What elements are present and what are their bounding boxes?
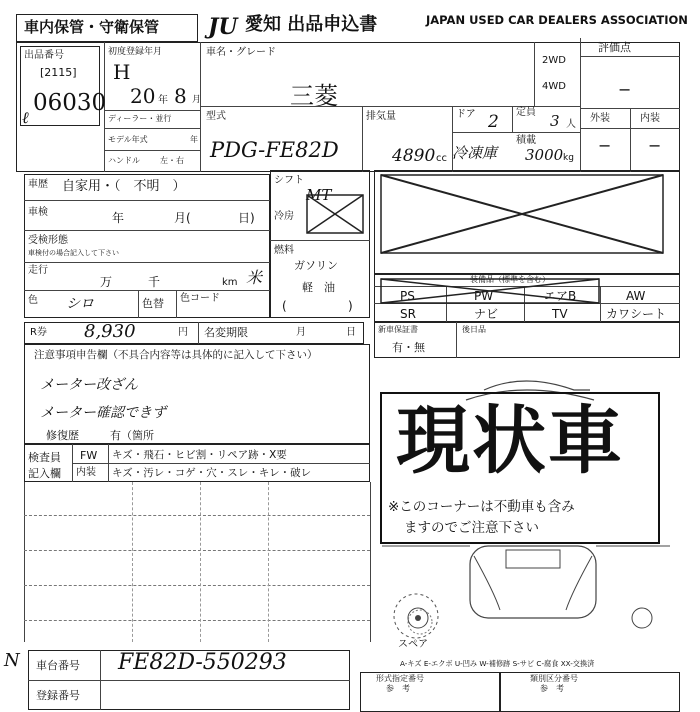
lot-mark: ℓ [22, 108, 29, 127]
footer-ref-1: 参 考 [386, 684, 410, 693]
chassis-mark: N [4, 650, 20, 671]
inspector-label2: 記入欄 [28, 467, 61, 480]
displacement-label: 排気量 [366, 111, 396, 122]
status-note2: ますのでご注意下さい [404, 520, 539, 536]
equipment-strike [380, 275, 600, 304]
ju-logo: JU [208, 14, 238, 40]
status-stamp: 現状車 [396, 398, 624, 484]
fuel-gas: ガソリン [294, 259, 338, 272]
displacement-value: 4890 [392, 146, 436, 166]
color-code-label: 色コード [180, 293, 220, 304]
eval-label: 評価点 [598, 41, 631, 54]
load-unit: kg [563, 153, 574, 163]
equip-airbag: エアB [544, 289, 577, 303]
inspector-label1: 検査員 [28, 451, 61, 464]
color-tone: 色替 [142, 297, 164, 310]
exterior-label: 外装 [590, 113, 610, 124]
shift-value: MT [306, 186, 332, 204]
car-name-value: 三菱 [290, 82, 338, 110]
load-value: 3000 [525, 146, 564, 164]
first-reg-era: H [113, 60, 131, 84]
tax-block [24, 322, 364, 344]
capacity-value: 3 [550, 112, 560, 130]
status-note1: ※このコーナーは不動車も含み [388, 499, 575, 515]
model-year-unit: 年 [190, 135, 198, 144]
equip-ps: PS [400, 289, 415, 303]
association-name: JAPAN USED CAR DEALERS ASSOCIATION [426, 13, 688, 27]
later-label: 後日品 [462, 325, 486, 334]
form-title: 愛知 出品申込書 [245, 14, 378, 35]
usage-value: 自家用・（ 不明 ） [62, 179, 186, 194]
name-change-label: 名変期限 [204, 326, 248, 339]
usage-label: 車歴 [28, 179, 48, 190]
equipment-header: 装備品（標準を含む） [470, 275, 550, 284]
drive-2wd: 2WD [542, 55, 566, 66]
chassis-label: 車台番号 [36, 659, 80, 672]
first-reg-label: 初度登録年月 [108, 47, 163, 57]
inspector-inner: 内装 [76, 467, 96, 478]
recycle-note: 車検付の場合記入して下さい [28, 249, 119, 257]
fuel-paren-close: ) [348, 299, 353, 313]
ac-crossed-box [306, 194, 364, 234]
fuel-paren-open: ( [282, 299, 287, 313]
inspector-inner-items: キズ・汚レ・コゲ・穴・スレ・キレ・破レ [112, 467, 312, 479]
load-scribble: 冷凍庫 [452, 144, 498, 162]
shift-label: シフト [274, 175, 304, 186]
lot-number: 06030 [33, 90, 107, 116]
model-value: PDG-FE82D [210, 138, 339, 162]
mileage-man: 万 [100, 275, 113, 289]
handle-label: ハンドル [108, 156, 140, 165]
name-change-month: 月 [296, 327, 306, 338]
damage-legend: A-キズ E-エクボ U-凹み W-補修跡 S-サビ C-腐食 XX-交換済 [400, 659, 595, 668]
spare-label: スペア [398, 639, 428, 650]
inspection-month: 月( [174, 211, 191, 225]
car-name-label: 車名・グレード [206, 47, 276, 58]
mileage-label: 走行 [28, 265, 48, 276]
mileage-mark: 米 [246, 268, 263, 287]
handle-options: 左・右 [160, 156, 184, 165]
drive-4wd: 4WD [542, 81, 566, 92]
dealer-label: ディーラー・並行 [108, 114, 172, 123]
tax-label: R券 [30, 327, 47, 338]
model-year-label: モデル年式 [108, 135, 148, 144]
footer-ref-2: 参 考 [540, 684, 564, 693]
lot-code: [2115] [40, 66, 77, 79]
load-label: 積載 [516, 135, 536, 146]
tax-value: 8,930 [84, 321, 136, 342]
recycle-crossed-area [380, 174, 664, 254]
interior-value: − [648, 136, 662, 155]
tax-unit: 円 [178, 327, 188, 338]
repair-value: 有（箇所 [110, 429, 154, 442]
first-reg-month: 8 [174, 84, 187, 108]
model-label: 型式 [206, 111, 226, 122]
warranty-label: 新車保証書 [378, 325, 418, 334]
notes-line1: メーター改ざん [40, 377, 138, 393]
capacity-unit: 人 [566, 119, 576, 130]
eval-value: − [618, 80, 632, 99]
color-label: 色 [28, 295, 38, 306]
lot-label: 出品番号 [24, 50, 64, 61]
footer-label-1: 形式指定番号 [376, 674, 424, 683]
inspection-label: 車検 [28, 207, 48, 218]
first-reg-year-unit: 年 [158, 95, 168, 106]
fuel-diesel: 軽 油 [302, 281, 335, 294]
footer-block-2 [500, 672, 680, 712]
first-reg-year: 20 [130, 84, 156, 108]
warranty-opts: 有・無 [392, 341, 425, 354]
capacity-label: 定員 [516, 107, 536, 118]
inspection-day: 日) [238, 211, 255, 225]
equip-seat: カワシート [606, 307, 667, 321]
repair-label: 修復歴 [46, 429, 79, 442]
notes-label: 注意事項申告欄（不具合内容等は具体的に記入して下さい） [34, 349, 318, 361]
equip-tv: TV [552, 307, 568, 321]
exterior-value: − [598, 136, 612, 155]
name-change-day: 日 [346, 327, 356, 338]
storage-label: 車内保管・守衛保管 [24, 18, 160, 36]
notes-line2: メーター確認できず [40, 405, 166, 421]
mileage-sen: 千 [148, 275, 161, 289]
first-reg-month-unit: 月 [192, 95, 202, 105]
equip-sr: SR [400, 307, 416, 321]
reg-label: 登録番号 [36, 689, 80, 702]
fuel-label: 燃料 [274, 245, 294, 256]
footer-label-2: 類別区分番号 [530, 674, 578, 683]
chassis-value: FE82D-550293 [118, 650, 287, 675]
equip-aw: AW [626, 289, 646, 303]
inspection-year: 年 [112, 211, 125, 225]
doors-label: ドア [456, 109, 476, 120]
equip-pw: PW [474, 289, 494, 303]
interior-label: 内装 [640, 113, 660, 124]
inspector-fw-items: キズ・飛石・ヒビ割・リペア跡・X要 [112, 449, 287, 461]
inspector-fw: FW [80, 449, 98, 462]
displacement-unit: cc [436, 153, 447, 164]
ac-label: 冷房 [274, 211, 294, 222]
equip-navi: ナビ [474, 307, 499, 321]
color-value: シロ [66, 296, 94, 312]
recycle-label: 受検形態 [28, 235, 68, 246]
mileage-km: km [222, 277, 238, 288]
left-area-border [24, 482, 25, 642]
doors-value: 2 [488, 112, 499, 132]
